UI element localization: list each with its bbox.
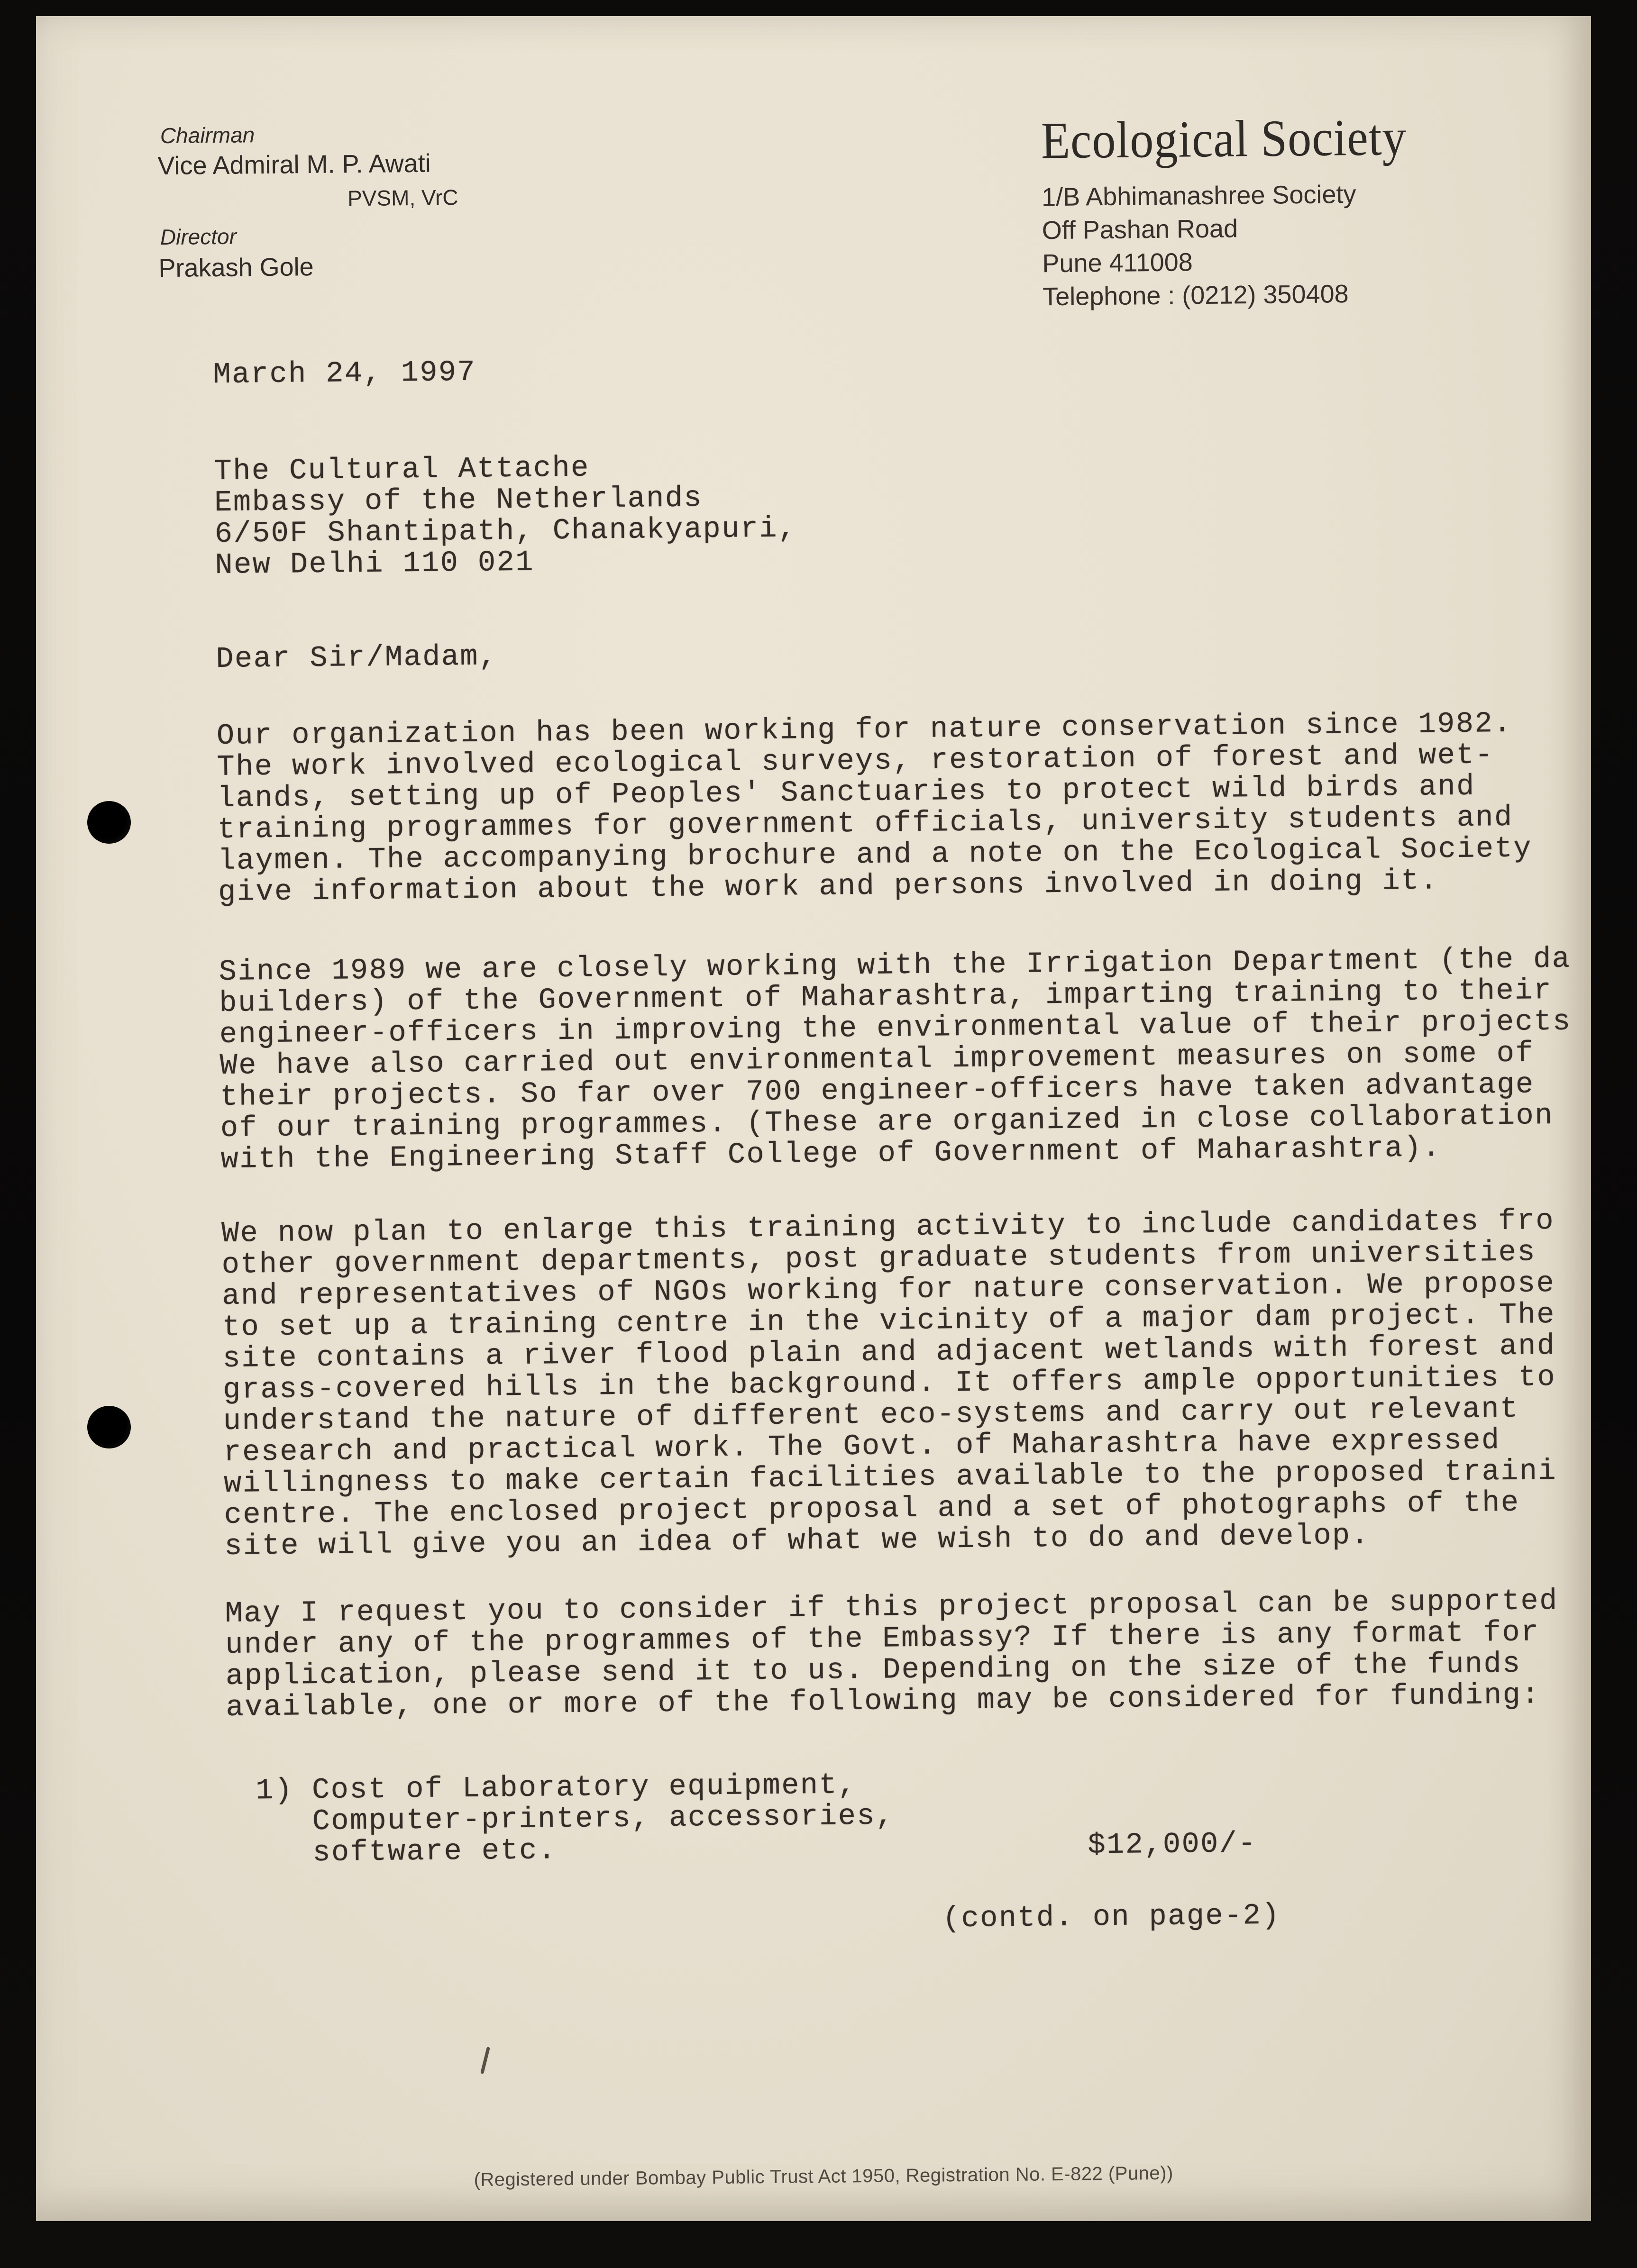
registration-footer: (Registered under Bombay Public Trust Act 1950, Registration No. E-822 (Pune)) bbox=[474, 2162, 1174, 2190]
funding-item-1-amount: $12,000/- bbox=[1088, 1827, 1257, 1862]
letter-date: March 24, 1997 bbox=[213, 355, 476, 392]
organization-name: Ecological Society bbox=[1041, 108, 1407, 170]
organization-address: 1/B Abhimanashree Society Off Pashan Road Pune 411008 Telephone : (0212) 350408 bbox=[1041, 180, 1356, 311]
paragraph-2: Since 1989 we are closely working with the Irrigation Department (the da builders) of the Government of Maharashtra, imparting training to their engineer-officers in improving the environmental value of their projects We have also carried out environmental improvement measures on some of their projects. So far over 700 engineer-officers have taken advantage of our training programmes. (These are organized in close collaboration with the Engineering Staff College of Government of Maharashtra). bbox=[219, 942, 1572, 1177]
paragraph-3: We now plan to enlarge this training activity to include candidates fro other government departments, post graduate students from universities and representatives of NGOs working for nature conservation. We propose to set up a training centre in the vicinity of a major dam project. The site contains a river flood plain and adjacent wetlands with forest and grass-covered hills in the background. It offers ample opportunities to understand the nature of different eco-systems and carry out relevant research and practical work. The Govt. of Maharashtra have expressed willingness to make certain facilities available to the proposed traini centre. The enclosed project proposal and a set of photographs of the site will give you an idea of what we wish to do and develop. bbox=[221, 1204, 1557, 1563]
continuation-note: (contd. on page-2) bbox=[942, 1898, 1281, 1936]
paragraph-1: Our organization has been working for nature conservation since 1982. The work involved ecological surveys, restoration of forest and wet- lands, setting up of Peoples' Sanctuaries to protect wild birds and training programmes for government officials, university students and laymen. The accompanying brochure and a note on the Ecological Society give information about the work and persons involved in doing it. bbox=[216, 706, 1533, 910]
funding-item-1: 1) Cost of Laboratory equipment, Computer-printers, accessories, software etc. bbox=[255, 1768, 895, 1870]
chairman-label: Chairman bbox=[160, 122, 255, 148]
paragraph-4: May I request you to consider if this project proposal can be supported under any of the programmes of the Embassy? If there is any format for application, please send it to us. Depending on the size of the funds available, one or more of the following may be considered for funding: bbox=[225, 1584, 1558, 1724]
chairman-name: Vice Admiral M. P. Awati bbox=[157, 149, 431, 181]
recipient-address: The Cultural Attache Embassy of the Netherlands 6/50F Shantipath, Chanakyapuri, New Delhi 110 021 bbox=[214, 451, 797, 583]
salutation: Dear Sir/Madam, bbox=[216, 639, 498, 676]
letter-content bbox=[36, 16, 1591, 2221]
chairman-honors: PVSM, VrC bbox=[347, 185, 458, 211]
letter-page bbox=[36, 16, 1591, 2221]
punch-hole-bottom bbox=[87, 1406, 131, 1448]
director-label: Director bbox=[160, 224, 237, 250]
punch-hole-top bbox=[87, 801, 131, 844]
director-name: Prakash Gole bbox=[158, 253, 314, 283]
